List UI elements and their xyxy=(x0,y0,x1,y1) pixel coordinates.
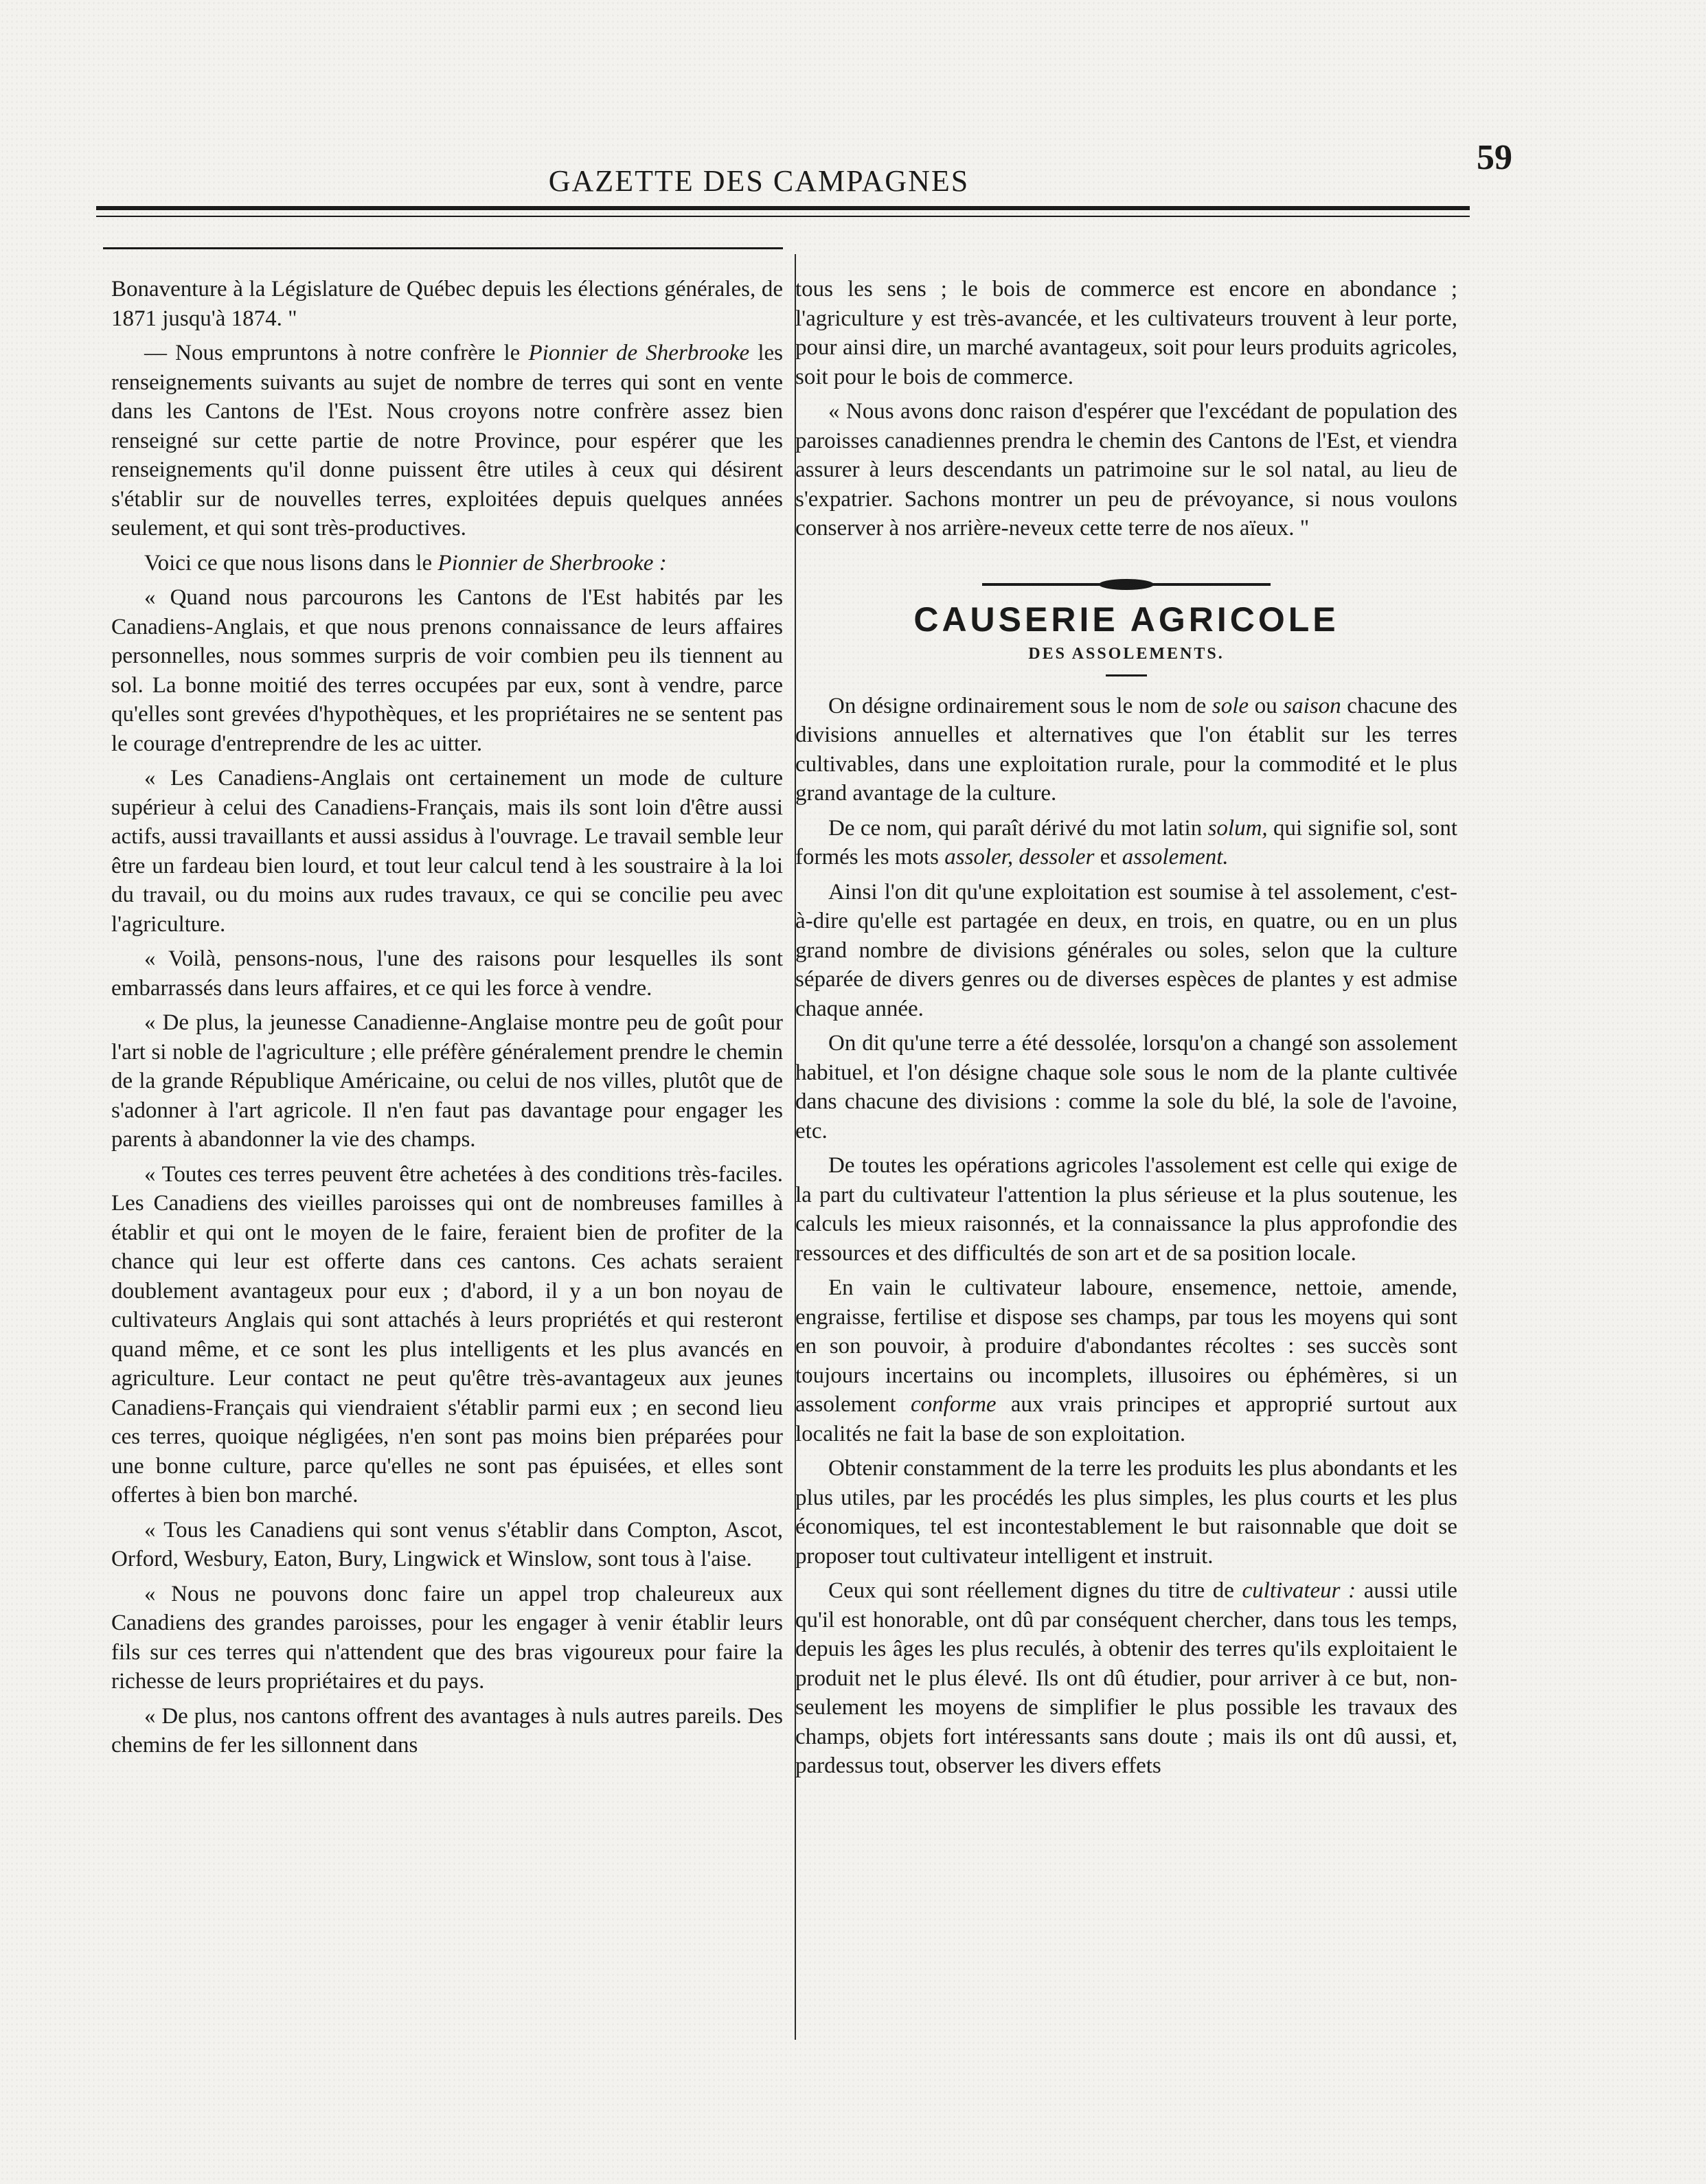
running-title: GAZETTE DES CAMPAGNES xyxy=(548,164,970,198)
paragraph: Ainsi l'on dit qu'une exploitation est soumise à tel assolement, c'est-à-dire qu'elle est partagée en deux, en trois, en quatre, ou en un plus grand nombre de divisions générales ou soles, selon que la culture séparée de divers genres ou de diverses espèces de plantes y est admise chaque année. xyxy=(795,879,1457,1021)
paragraph: Bonaventure à la Législature de Québec depuis les élections générales, de 1871 jusqu'à 1874. " xyxy=(111,277,783,331)
paragraph: Obtenir constamment de la terre les produits les plus abondants et les plus utiles, par les procédés les plus simples, les plus courts et les plus économiques, tel est incontestablement le but raisonnable que doit se proposer tout cultivateur intelligent et instruit. xyxy=(795,1456,1457,1569)
paragraph: De ce nom, qui paraît dérivé du mot latin solum, qui signifie sol, sont formés les mots assoler, dessoler et assolement. xyxy=(795,815,1457,869)
header-rule-thick xyxy=(96,206,1470,210)
paragraph: « Nous ne pouvons donc faire un appel trop chaleureux aux Canadiens des grandes paroisses, pour les engager à venir établir leurs fils sur ces terres qui n'attendent que des bras vigoureux pour faire la richesse de leurs propriétaires et du pays. xyxy=(111,1581,783,1694)
paragraph: « Quand nous parcourons les Cantons de l'Est habités par les Canadiens-Anglais, et que nous prenons connaissance de leurs affaires personnelles, nous sommes surpris de voir combien peu ils tiennent au sol. La bonne moitié des terres occupées par eux, sont à vendre, parce qu'elles sont grevées d'hypothèques, et les propriétaires ne se sentent pas le courage d'entreprendre de les ac uitter. xyxy=(111,585,783,756)
paragraph: Voici ce que nous lisons dans le Pionnier de Sherbrooke : xyxy=(144,550,667,576)
paragraph: — Nous empruntons à notre confrère le Pionnier de Sherbrooke les renseignements suivants au sujet de nombre de terres qui sont en vente dans les Cantons de l'Est. Nous croyons notre confrère assez bien renseigné sur cette partie de notre Province, pour espérer que les renseignements qu'il donne puissent être utiles à ceux qui désirent s'établir sur de nouvelles terres, exploitées depuis quelques années seulement, et qui sont très-productives. xyxy=(111,341,783,541)
right-column xyxy=(795,275,1457,1781)
paragraph: On désigne ordinairement sous le nom de sole ou saison chacune des divisions annuelles et alternatives que l'on établit sur les terres cultivables, dans une exploitation rurale, pour la commodité et le plus grand avantage de la culture. xyxy=(795,693,1458,806)
paragraph: tous les sens ; le bois de commerce est encore en abondance ; l'agriculture y est très-avancée, et les cultivateurs trouvent à leur porte, pour ainsi dire, un marché avantageux, soit pour leurs produits agricoles, soit pour le bois de commerce. xyxy=(795,277,1457,389)
paragraph: « Toutes ces terres peuvent être achetées à des conditions très-faciles. Les Canadiens des vieilles paroisses qui ont de nombreuses familles à établir et qui ont le moyen de le faire, feraient bien de profiter de la chance qui leur est offerte dans ces cantons. Ces achats seraient doublement avantageux pour eux ; d'abord, il y a un bon noyau de cultivateurs Anglais qui sont attachés à leurs propriétés et qui resteront quand même, et ce sont les plus intelligents et les plus avancés en agriculture. Leur contact ne peut qu'être très-avantageux aux jeunes Canadiens-Français qui viendraient s'établir parmi eux ; en second lieu ces terres, quoique négligées, n'en sont pas moins bien préparées pour une bonne culture, parce qu'elles ne sont pas épuisées, et elles sont offertes à bien bon marché. xyxy=(111,1161,783,1508)
paragraph: « Les Canadiens-Anglais ont certainement un mode de culture supérieur à celui des Canadiens-Français, mais ils sont loin d'être aussi actifs, aussi travaillants et aussi assidus à l'ouvrage. Le travail semble leur être un fardeau bien lourd, et tout leur calcul tend à les soustraire à la loi du travail, ou du moins aux rudes travaux, ce qui se concilie peu avec l'agriculture. xyxy=(111,766,783,937)
left-column-top-rule xyxy=(103,247,783,249)
paragraph: « De plus, nos cantons offrent des avantages à nuls autres pareils. Des chemins de fer les sillonnent dans xyxy=(111,1703,783,1758)
section-subheading: DES ASSOLEMENTS. xyxy=(1028,645,1225,663)
short-divider xyxy=(1106,674,1147,676)
section-ornament-rule xyxy=(982,583,1271,586)
paragraph: En vain le cultivateur laboure, ensemence, nettoie, amende, engraisse, fertilise et dispose ses champs, par tous les moyens qui sont en son pouvoir, à produire d'abondantes récoltes : ses succès sont toujours incertains ou incomplets, illusoires ou éphémères, si un assolement conforme aux vrais principes et approprié surtout aux localités ne fait la base de son exploitation. xyxy=(795,1275,1457,1446)
paragraph: Ceux qui sont réellement dignes du titre de cultivateur : aussi utile qu'il est honorable, ont dû par conséquent chercher, dans tous les temps, depuis les âges les plus reculés, à obtenir des terres qu'ils exploitaient le produit net le plus élevé. Ils ont dû étudier, pour arriver à ce but, non-seulement les moyens de simplifier le plus possible les travaux des champs, objets fort intéressants sans doute ; mais ils ont dû aussi, et, pardessus tout, observer les divers effets xyxy=(795,1578,1457,1778)
paragraph: « Voilà, pensons-nous, l'une des raisons pour lesquelles ils sont embarrassés dans leurs affaires, et ce qui les force à vendre. xyxy=(111,946,783,1001)
paragraph: « Tous les Canadiens qui sont venus s'établir dans Compton, Ascot, Orford, Wesbury, Eaton, Bury, Lingwick et Winslow, sont tous à l'aise. xyxy=(111,1517,783,1571)
paragraph: De toutes les opérations agricoles l'assolement est celle qui exige de la part du cultivateur l'attention la plus sérieuse et la plus soutenue, les calculs les mieux raisonnés, et la connaissance la plus approfondie des ressources et des difficultés de son art et de sa position locale. xyxy=(795,1153,1457,1266)
section-heading: CAUSERIE AGRICOLE xyxy=(913,600,1339,639)
header-rule-thin xyxy=(96,216,1470,217)
left-column xyxy=(111,275,783,1760)
page-number: 59 xyxy=(1477,138,1512,177)
paragraph: « De plus, la jeunesse Canadienne-Anglaise montre peu de goût pour l'art si noble de l'agriculture ; elle préfère généralement prendre le chemin de la grande République Américaine, ou celui de nos villes, plutôt que de s'adonner à l'art agricole. Il n'en faut pas davantage pour engager les parents à abandonner la vie des champs. xyxy=(111,1010,783,1152)
paragraph: « Nous avons donc raison d'espérer que l'excédant de population des paroisses canadiennes prendra le chemin des Cantons de l'Est, et viendra assurer à leurs descendants un patrimoine sur le sol natal, au lieu de s'expatrier. Sachons montrer un peu de prévoyance, si nous voulons conserver à nos arrière-neveux cette terre de nos aïeux. " xyxy=(795,399,1457,541)
paragraph: On dit qu'une terre a été dessolée, lorsqu'on a changé son assolement habituel, et l'on désigne chaque sole sous le nom de la plante cultivée dans chacune des divisions : comme la sole du blé, la sole de l'avoine, etc. xyxy=(795,1031,1457,1144)
